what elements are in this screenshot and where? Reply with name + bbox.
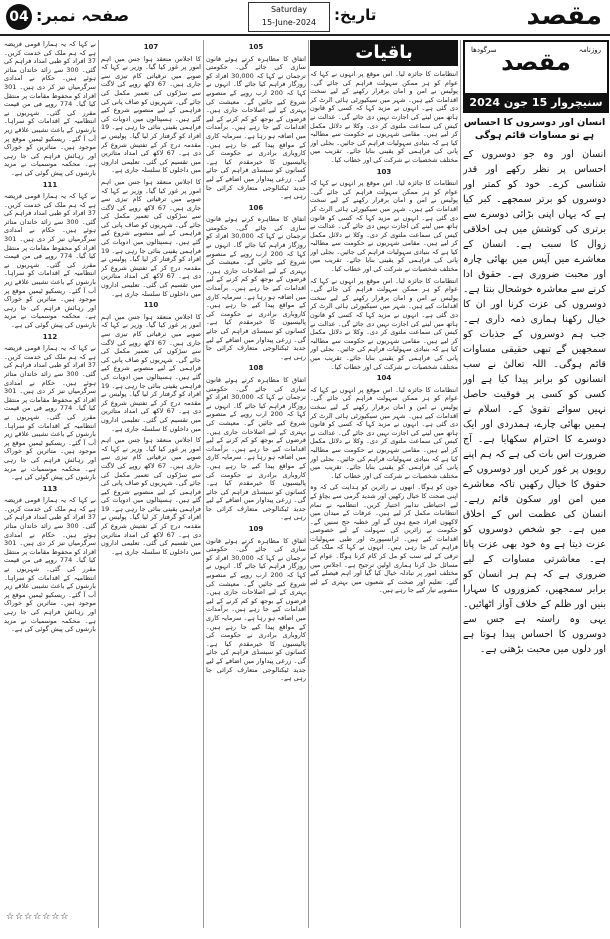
column-text: انتظامات کا جائزہ لیا۔ اس موقع پر انہوں نے کہا کہ عوام کو ہر ممکن سہولت فراہم کی جائے گی۔ پولیس نے امن و امان برقرار رکھنے کے لیے سخت اقدامات کیے ہیں۔ شہر میں سیکیورٹی ہائی الرٹ کر دی گئی ہے۔ انہوں نے مزید کہا کہ کسی کو قانون ہاتھ میں لینے کی اجازت نہیں دی جائے گی۔ عدالت نے کیس کی سماعت ملتوی کر دی۔ وکلا نے دلائل مکمل کر لیے ہیں۔ مقامی شہریوں نے حکومت سے مطالبہ کیا ہے کہ بنیادی سہولیات فراہم کی جائیں۔ بجلی اور پانی کی فراہمی کو یقینی بنایا جائے۔ تقریب میں مختلف شخصیات نے شرکت کی اور خطاب کیا۔ (310, 276, 458, 371)
item-number: 109 (248, 525, 264, 534)
item-number: 104 (376, 374, 392, 383)
date-text: 15-June-2024 (261, 18, 317, 27)
column-text: نے کہا کہ یہ ہمارا قومی فریضہ ہے کہ ہم ملک کی خدمت کریں۔ 37 افراد کو طبی امداد فراہم کی گئی۔ 300 سے زائد خاندان متاثر ہوئے ہیں۔ حکام نے امدادی سرگرمیاں تیز کر دی ہیں۔ 301 افراد کو محفوظ مقامات پر منتقل کیا گیا۔ 774 روپے فی من قیمت مقرر کی گئی۔ شہریوں نے انتظامیہ کے اقدامات کو سراہا۔ بارشوں کے باعث نشیبی علاقے زیر آب آ گئے۔ ریسکیو ٹیمیں موقع پر موجود ہیں۔ متاثرین کو خوراک اور رہائش فراہم کی جا رہی ہے۔ محکمہ موسمیات نے مزید بارشوں کی پیش گوئی کی ہے۔ (4, 496, 96, 634)
column-text: اتفاق کا مظاہرہ کرتے ہوئے قانون سازی کی جائے گی۔ حکومتی ترجمان نے کہا کہ 30,000 افراد کو روزگار فراہم کیا جائے گا۔ انہوں نے کہا کہ 200 ارب روپے کے منصوبے شروع کیے جائیں گے۔ معیشت کی بہتری کے لیے اصلاحات جاری ہیں۔ قرضوں کے بوجھ کو کم کرنے کے لیے اقدامات کیے جا رہے ہیں۔ برآمدات میں اضافہ ہو رہا ہے۔ سرمایہ کاری کے مواقع پیدا کیے جا رہے ہیں۔ کاروباری برادری نے حکومت کی پالیسیوں کا خیرمقدم کیا ہے۔ کسانوں کو سبسڈی فراہم کی جائے گی۔ زرعی پیداوار میں اضافے کے لیے جدید ٹیکنالوجی متعارف کرائی جا رہی ہے۔ (206, 54, 306, 201)
column-5 (4, 40, 96, 928)
column-text: اتفاق کا مظاہرہ کرتے ہوئے قانون سازی کی جائے گی۔ حکومتی ترجمان نے کہا کہ 30,000 افراد کو روزگار فراہم کیا جائے گا۔ انہوں نے کہا کہ 200 ارب روپے کے منصوبے شروع کیے جائیں گے۔ معیشت کی بہتری کے لیے اصلاحات جاری ہیں۔ قرضوں کے بوجھ کو کم کرنے کے لیے اقدامات کیے جا رہے ہیں۔ برآمدات میں اضافہ ہو رہا ہے۔ سرمایہ کاری کے مواقع پیدا کیے جا رہے ہیں۔ کاروباری برادری نے حکومت کی پالیسیوں کا خیرمقدم کیا ہے۔ کسانوں کو سبسڈی فراہم کی جائے گی۔ زرعی پیداوار میں اضافے کے لیے جدید ٹیکنالوجی متعارف کرائی جا رہی ہے۔ (206, 536, 306, 683)
column-2 (310, 70, 458, 928)
item-number: 110 (143, 301, 159, 310)
footer-stars: ☆☆☆☆☆☆☆ (6, 912, 70, 922)
date-label: تاریخ: (334, 6, 377, 24)
column-divider (460, 40, 461, 928)
masthead: مقصد (526, 1, 602, 31)
section-title: باقیات (310, 40, 458, 66)
column-text: اتفاق کا مظاہرہ کرتے ہوئے قانون سازی کی جائے گی۔ حکومتی ترجمان نے کہا کہ 30,000 افراد کو روزگار فراہم کیا جائے گا۔ انہوں نے کہا کہ 200 ارب روپے کے منصوبے شروع کیے جائیں گے۔ معیشت کی بہتری کے لیے اصلاحات جاری ہیں۔ قرضوں کے بوجھ کو کم کرنے کے لیے اقدامات کیے جا رہے ہیں۔ برآمدات میں اضافہ ہو رہا ہے۔ سرمایہ کاری کے مواقع پیدا کیے جا رہے ہیں۔ کاروباری برادری نے حکومت کی پالیسیوں کا خیرمقدم کیا ہے۔ کسانوں کو سبسڈی فراہم کی جائے گی۔ زرعی پیداوار میں اضافے کے لیے جدید ٹیکنالوجی متعارف کرائی جا رہی ہے۔ (206, 375, 306, 522)
city-label: سرگودھا (471, 46, 497, 54)
item-number: 112 (42, 332, 58, 341)
editorial-date: سنیچروار 15 جون 2024 (463, 93, 609, 113)
column-text: انتظامات کا جائزہ لیا۔ اس موقع پر انہوں نے کہا کہ عوام کو ہر ممکن سہولت فراہم کی جائے گی۔ پولیس نے امن و امان برقرار رکھنے کے لیے سخت اقدامات کیے ہیں۔ شہر میں سیکیورٹی ہائی الرٹ کر دی گئی ہے۔ انہوں نے مزید کہا کہ کسی کو قانون ہاتھ میں لینے کی اجازت نہیں دی جائے گی۔ عدالت نے کیس کی سماعت ملتوی کر دی۔ وکلا نے دلائل مکمل کر لیے ہیں۔ مقامی شہریوں نے حکومت سے مطالبہ کیا ہے کہ بنیادی سہولیات فراہم کی جائیں۔ بجلی اور پانی کی فراہمی کو یقینی بنایا جائے۔ تقریب میں مختلف شخصیات نے شرکت کی اور خطاب کیا۔ (310, 385, 458, 480)
column-text: انتظامات کا جائزہ لیا۔ اس موقع پر انہوں نے کہا کہ عوام کو ہر ممکن سہولت فراہم کی جائے گی۔ پولیس نے امن و امان برقرار رکھنے کے لیے سخت اقدامات کیے ہیں۔ شہر میں سیکیورٹی ہائی الرٹ کر دی گئی ہے۔ انہوں نے مزید کہا کہ کسی کو قانون ہاتھ میں لینے کی اجازت نہیں دی جائے گی۔ عدالت نے کیس کی سماعت ملتوی کر دی۔ وکلا نے دلائل مکمل کر لیے ہیں۔ مقامی شہریوں نے حکومت سے مطالبہ کیا ہے کہ بنیادی سہولیات فراہم کی جائیں۔ بجلی اور پانی کی فراہمی کو یقینی بنایا جائے۔ تقریب میں مختلف شخصیات نے شرکت کی اور خطاب کیا۔ (310, 179, 458, 274)
item-number: 105 (248, 43, 264, 51)
item-number: 111 (42, 180, 58, 189)
column-text: اتفاق کا مظاہرہ کرتے ہوئے قانون سازی کی جائے گی۔ حکومتی ترجمان نے کہا کہ 30,000 افراد کو روزگار فراہم کیا جائے گا۔ انہوں نے کہا کہ 200 ارب روپے کے منصوبے شروع کیے جائیں گے۔ معیشت کی بہتری کے لیے اصلاحات جاری ہیں۔ قرضوں کے بوجھ کو کم کرنے کے لیے اقدامات کیے جا رہے ہیں۔ برآمدات میں اضافہ ہو رہا ہے۔ سرمایہ کاری کے مواقع پیدا کیے جا رہے ہیں۔ کاروباری برادری نے حکومت کی پالیسیوں کا خیرمقدم کیا ہے۔ کسانوں کو سبسڈی فراہم کی جائے گی۔ زرعی پیداوار میں اضافے کے لیے جدید ٹیکنالوجی متعارف کرائی جا رہی ہے۔ (206, 215, 306, 361)
item-number: 106 (248, 203, 264, 212)
item-number: 113 (42, 484, 58, 493)
column-text: نے کہا کہ یہ ہمارا قومی فریضہ ہے کہ ہم ملک کی خدمت کریں۔ 37 افراد کو طبی امداد فراہم کی گئی۔ 300 سے زائد خاندان متاثر ہوئے ہیں۔ حکام نے امدادی سرگرمیاں تیز کر دی ہیں۔ 301 افراد کو محفوظ مقامات پر منتقل کیا گیا۔ 774 روپے فی من قیمت مقرر کی گئی۔ شہریوں نے انتظامیہ کے اقدامات کو سراہا۔ بارشوں کے باعث نشیبی علاقے زیر آب آ گئے۔ ریسکیو ٹیمیں موقع پر موجود ہیں۔ متاثرین کو خوراک اور رہائش فراہم کی جا رہی ہے۔ محکمہ موسمیات نے مزید بارشوں کی پیش گوئی کی ہے۔ (4, 192, 96, 329)
page-number-badge: 04 (6, 4, 32, 30)
editorial-body: انسان اور وہ جو دوسروں کے احساس پر نظر رکھے اور قدر شناسی کرے۔ خود کو کمتر اور دوسروں کو برتر سمجھے۔ کبر کیا ہے کہ یہاں اپنی بڑائی دوسرے سے برتری کی کوشش میں ہی اخلاقی زوال کا سبب ہے۔ انسان کے معاشرے میں آپس میں بھائی چارہ اور محبت ضروری ہے۔ حقوق ادا کرنے سے معاشرہ خوشحال بنتا ہے۔ دوسروں کی عزت کرنا اور ان کا خیال رکھنا ہماری ذمہ داری ہے۔ جب ہم دوسروں کے جذبات کو سمجھیں گے تبھی حقیقی مساوات قائم ہوگی۔ اللہ تعالیٰ نے سب انسانوں کو برابر پیدا کیا ہے اور کسی کو کسی پر فوقیت حاصل نہیں سوائے تقویٰ کے۔ اسلام نے ہمیں بھائی چارے، ہمدردی اور ایک دوسرے کا احترام سکھایا ہے۔ آج ضرورت اس بات کی ہے کہ ہم اپنے رویوں پر غور کریں اور دوسروں کے حقوق کا خیال رکھیں تاکہ معاشرے میں امن اور سکون قائم رہے۔ انسان کی عظمت اس کے اخلاق میں ہے۔ جو شخص دوسروں کو عزت دیتا ہے وہ خود بھی عزت پاتا ہے۔ معاشرتی مساوات کے لیے ضروری ہے کہ ہم ہر انسان کو برابر سمجھیں، کمزوروں کا سہارا بنیں اور ظلم کے خلاف آواز اٹھائیں۔ یہی وہ راستہ ہے جس سے دوسروں کا احساس پیدا ہوتا ہے اور دلوں میں محبت بڑھتی ہے۔ (463, 149, 606, 655)
item-number: 108 (248, 364, 264, 373)
column-text: کا اجلاس منعقد ہوا جس میں اہم امور پر غور کیا گیا۔ وزیر نے کہا کہ صوبے میں ترقیاتی کام تیزی سے جاری ہیں۔ 67 لاکھ روپے کی لاگت سے سڑکوں کی تعمیر مکمل کی جائے گی۔ شہریوں کو صاف پانی کی فراہمی کے لیے منصوبے شروع کیے گئے ہیں۔ ہسپتالوں میں ادویات کی فراہمی یقینی بنائی جا رہی ہے۔ 19 افراد کو گرفتار کر لیا گیا۔ پولیس نے مقدمہ درج کر کے تفتیش شروع کر دی ہے۔ 67 لاکھ کی امداد متاثرین میں تقسیم کی گئی۔ تعلیمی اداروں میں داخلوں کا سلسلہ جاری ہے۔ (101, 312, 201, 433)
page-number-label: صفحہ نمبر: (36, 6, 130, 25)
item-number: 107 (143, 43, 159, 51)
column-text: کا اجلاس منعقد ہوا جس میں اہم امور پر غور کیا گیا۔ وزیر نے کہا کہ صوبے میں ترقیاتی کام تیزی سے جاری ہیں۔ 67 لاکھ روپے کی لاگت سے سڑکوں کی تعمیر مکمل کی جائے گی۔ شہریوں کو صاف پانی کی فراہمی کے لیے منصوبے شروع کیے گئے ہیں۔ ہسپتالوں میں ادویات کی فراہمی یقینی بنائی جا رہی ہے۔ 19 افراد کو گرفتار کر لیا گیا۔ پولیس نے مقدمہ درج کر کے تفتیش شروع کر دی ہے۔ 67 لاکھ کی امداد متاثرین میں تقسیم کی گئی۔ تعلیمی اداروں میں داخلوں کا سلسلہ جاری ہے۔ (101, 177, 201, 298)
editorial-headline: انسان اور دوسروں کا احساس ہے تو مساوات قائم ہوگی (463, 117, 606, 141)
column-3 (206, 40, 306, 928)
column-4 (101, 40, 201, 928)
day-text: Saturday (270, 5, 308, 14)
date-box (248, 2, 330, 32)
column-text: نے کہا کہ یہ ہمارا قومی فریضہ ہے کہ ہم ملک کی خدمت کریں۔ 37 افراد کو طبی امداد فراہم کی گئی۔ 300 سے زائد خاندان متاثر ہوئے ہیں۔ حکام نے امدادی سرگرمیاں تیز کر دی ہیں۔ 301 افراد کو محفوظ مقامات پر منتقل کیا گیا۔ 774 روپے فی من قیمت مقرر کی گئی۔ شہریوں نے انتظامیہ کے اقدامات کو سراہا۔ بارشوں کے باعث نشیبی علاقے زیر آب آ گئے۔ ریسکیو ٹیمیں موقع پر موجود ہیں۔ متاثرین کو خوراک اور رہائش فراہم کی جا رہی ہے۔ محکمہ موسمیات نے مزید بارشوں کی پیش گوئی کی ہے۔ (4, 40, 96, 177)
header-rule (0, 34, 610, 36)
column-divider (203, 40, 204, 928)
column-text: انتظامات کا جائزہ لیا۔ اس موقع پر انہوں نے کہا کہ عوام کو ہر ممکن سہولت فراہم کی جائے گی۔ پولیس نے امن و امان برقرار رکھنے کے لیے سخت اقدامات کیے ہیں۔ شہر میں سیکیورٹی ہائی الرٹ کر دی گئی ہے۔ انہوں نے مزید کہا کہ کسی کو قانون ہاتھ میں لینے کی اجازت نہیں دی جائے گی۔ عدالت نے کیس کی سماعت ملتوی کر دی۔ وکلا نے دلائل مکمل کر لیے ہیں۔ مقامی شہریوں نے حکومت سے مطالبہ کیا ہے کہ بنیادی سہولیات فراہم کی جائیں۔ بجلی اور پانی کی فراہمی کو یقینی بنایا جائے۔ تقریب میں مختلف شخصیات نے شرکت کی اور خطاب کیا۔ (310, 70, 458, 164)
column-divider (98, 40, 99, 928)
editorial-name: مقصد (501, 48, 571, 76)
column-divider (308, 40, 309, 928)
column-text: کا اجلاس منعقد ہوا جس میں اہم امور پر غور کیا گیا۔ وزیر نے کہا کہ صوبے میں ترقیاتی کام تیزی سے جاری ہیں۔ 67 لاکھ روپے کی لاگت سے سڑکوں کی تعمیر مکمل کی جائے گی۔ شہریوں کو صاف پانی کی فراہمی کے لیے منصوبے شروع کیے گئے ہیں۔ ہسپتالوں میں ادویات کی فراہمی یقینی بنائی جا رہی ہے۔ 19 افراد کو گرفتار کر لیا گیا۔ پولیس نے مقدمہ درج کر کے تفتیش شروع کر دی ہے۔ 67 لاکھ کی امداد متاثرین میں تقسیم کی گئی۔ تعلیمی اداروں میں داخلوں کا سلسلہ جاری ہے۔ (101, 436, 201, 556)
column-text: کا اجلاس منعقد ہوا جس میں اہم امور پر غور کیا گیا۔ وزیر نے کہا کہ صوبے میں ترقیاتی کام تیزی سے جاری ہیں۔ 67 لاکھ روپے کی لاگت سے سڑکوں کی تعمیر مکمل کی جائے گی۔ شہریوں کو صاف پانی کی فراہمی کے لیے منصوبے شروع کیے گئے ہیں۔ ہسپتالوں میں ادویات کی فراہمی یقینی بنائی جا رہی ہے۔ 19 افراد کو گرفتار کر لیا گیا۔ پولیس نے مقدمہ درج کر کے تفتیش شروع کر دی ہے۔ 67 لاکھ کی امداد متاثرین میں تقسیم کی گئی۔ تعلیمی اداروں میں داخلوں کا سلسلہ جاری ہے۔ (101, 54, 201, 175)
editorial-masthead (463, 40, 609, 96)
item-number: 103 (376, 167, 392, 176)
column-text: نے کہا کہ یہ ہمارا قومی فریضہ ہے کہ ہم ملک کی خدمت کریں۔ 37 افراد کو طبی امداد فراہم کی گئی۔ 300 سے زائد خاندان متاثر ہوئے ہیں۔ حکام نے امدادی سرگرمیاں تیز کر دی ہیں۔ 301 افراد کو محفوظ مقامات پر منتقل کیا گیا۔ 774 روپے فی من قیمت مقرر کی گئی۔ شہریوں نے انتظامیہ کے اقدامات کو سراہا۔ بارشوں کے باعث نشیبی علاقے زیر آب آ گئے۔ ریسکیو ٹیمیں موقع پر موجود ہیں۔ متاثرین کو خوراک اور رہائش فراہم کی جا رہی ہے۔ محکمہ موسمیات نے مزید بارشوں کی پیش گوئی کی ہے۔ (4, 344, 96, 482)
roznama-label: روزنامہ (578, 46, 601, 54)
column-text: جون کو ہوگا۔ انھوں نے زائرین کو ہدایت کی کہ وہ اپنی صحت کا خیال رکھیں اور شدید گرمی سے بچاؤ کے لیے احتیاطی تدابیر اختیار کریں۔ انتظامیہ نے تمام انتظامات مکمل کر لیے ہیں۔ عرفات کے میدان میں لاکھوں افراد جمع ہوں گے اور خطبہ حج سنیں گے۔ حکومت نے زائرین کی سہولت کے لیے خصوصی اقدامات کیے ہیں۔ ٹرانسپورٹ اور طبی سہولیات فراہم کی جا رہی ہیں۔ انہوں نے کہا کہ ملک کی ترقی کے لیے سب کو مل کر کام کرنا ہوگا۔ عوام کے مسائل حل کرنا ہماری اولین ترجیح ہے۔ اجلاس میں مختلف امور پر تبادلہ خیال کیا گیا اور اہم فیصلے کیے گئے۔ تعلیم اور صحت کے شعبوں میں بہتری کے لیے منصوبے تیار کیے جا رہے ہیں۔ (310, 483, 458, 595)
